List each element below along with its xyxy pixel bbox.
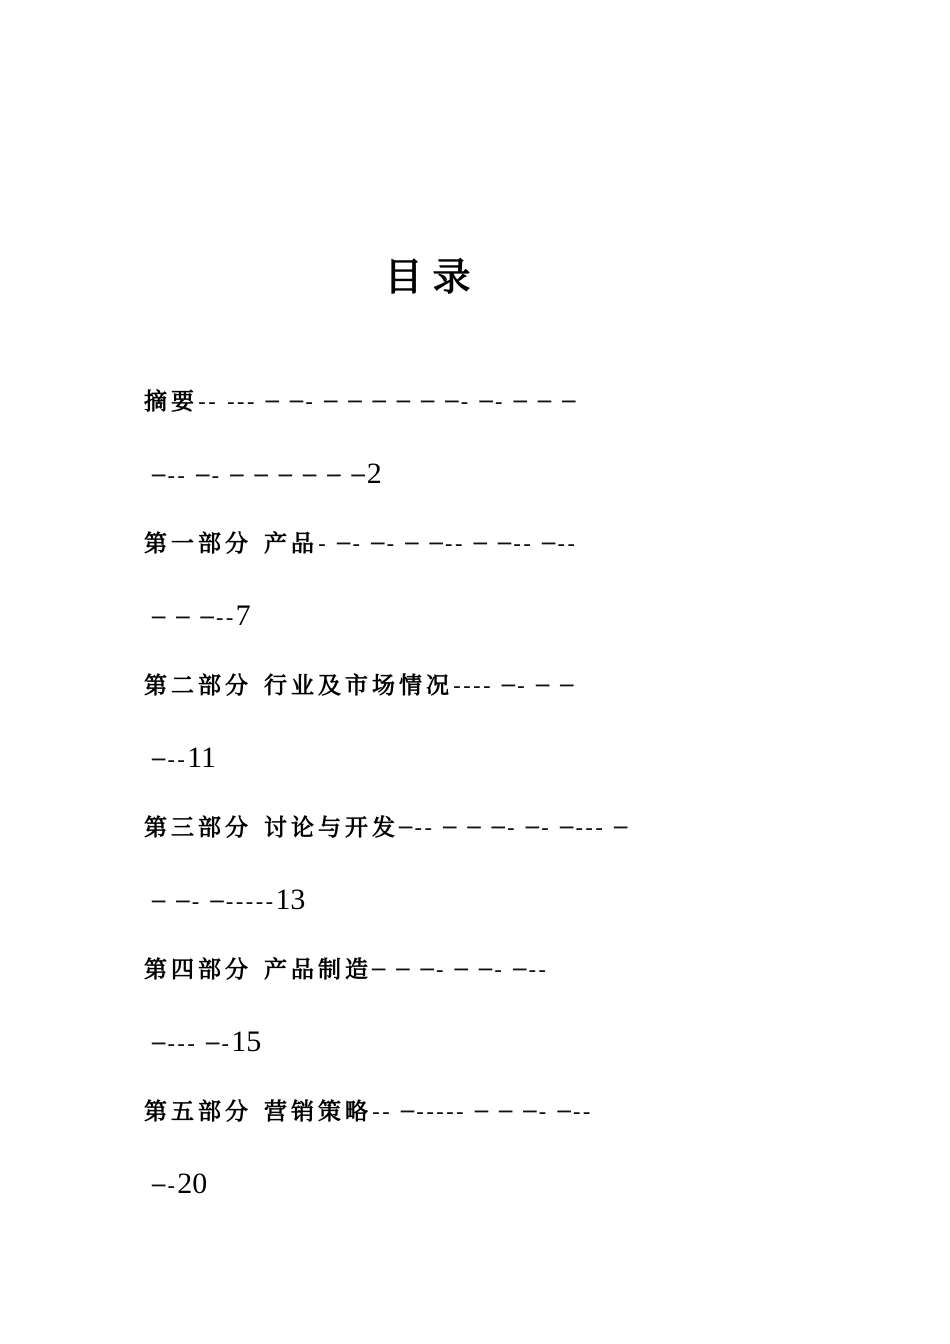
toc-entry-line1 [144,522,814,566]
toc-heading: 第一部分 产品 [144,531,319,557]
toc-entry-line2 [152,1162,207,1206]
toc-leader: ─-- ─ ─ ─- ─- ─--- ─ [399,816,630,841]
toc-page-number: 7 [235,599,251,632]
toc-entry-line2 [152,594,251,638]
toc-entry-line1 [144,806,814,850]
toc-leader: ---- ─- ─ ─ [453,674,576,699]
toc-leader: - ─- ─- ─ ─-- ─ ─-- ─-- [318,532,578,557]
toc-page-number: 11 [187,741,217,774]
toc-page-number: 15 [231,1025,262,1058]
toc-leader: ─- [152,1174,178,1199]
toc-entry-line1 [144,1090,814,1134]
toc-leader: ─-- [152,748,188,773]
toc-page-number: 2 [366,457,382,490]
toc-page-number: 13 [275,883,306,916]
toc-leader: ─ ─ ─- ─ ─- ─-- [372,958,549,983]
toc-entry-line1 [144,380,814,424]
toc-entry-line2 [152,736,216,780]
toc-leader: ─-- ─- ─ ─ ─ ─ ─ ─ [152,464,367,489]
toc-heading: 第三部分 讨论与开发 [144,815,400,841]
toc-entry-line1 [144,664,814,708]
toc-heading: 摘要 [144,389,198,415]
toc-entry-line2 [152,878,305,922]
toc-page-number: 20 [177,1167,208,1200]
toc-leader: ─--- ─- [152,1032,232,1057]
toc-entry-line2 [152,452,382,496]
toc-leader: -- ─----- ─ ─ ─- ─-- [372,1100,593,1125]
toc-heading: 第四部分 产品制造 [144,957,373,983]
toc-leader: ─ ─- ─----- [152,890,276,915]
toc-entry-line1 [144,948,814,992]
toc-entry-line2 [152,1020,261,1064]
toc-heading: 第五部分 营销策略 [144,1099,373,1125]
toc-heading: 第二部分 行业及市场情况 [144,673,454,699]
toc-leader: ─ ─ ─-- [152,606,236,631]
toc-title: 目录 [384,255,481,299]
toc-leader: -- --- ─ ─- ─ ─ ─ ─ ─ ─- ─- ─ ─ ─ [198,390,578,415]
